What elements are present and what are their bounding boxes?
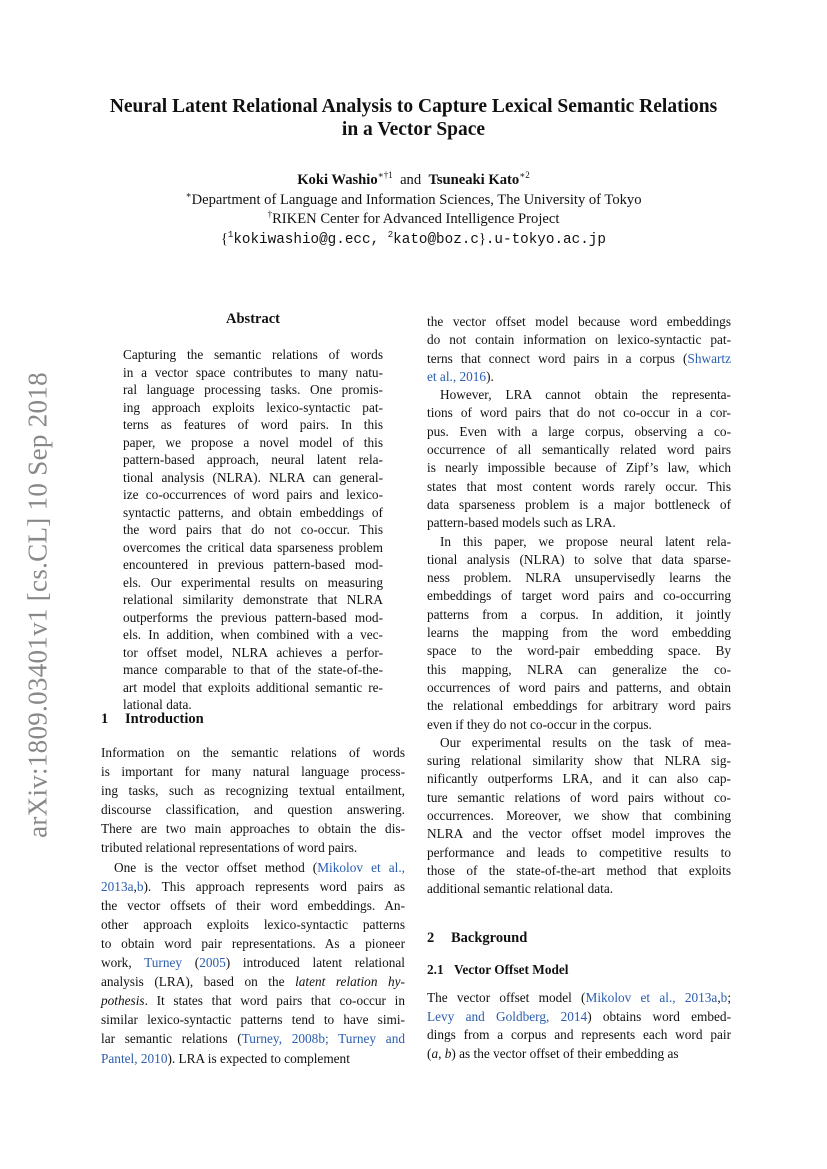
text: the vector offset model because word embeddings	[427, 314, 731, 329]
text-line	[427, 989, 731, 1008]
text-line	[123, 504, 383, 522]
text-line	[101, 743, 405, 762]
text-line	[427, 496, 731, 514]
text: ) introduced latent relational	[225, 955, 405, 971]
text-line	[123, 469, 383, 487]
citation-link[interactable]: b	[720, 990, 728, 1005]
text: the word pairs that do not co-occur. This	[123, 522, 383, 537]
paragraph	[123, 346, 383, 714]
author-2: Tsuneaki Kato	[428, 172, 520, 188]
text-line	[101, 972, 405, 991]
author-and: and	[400, 172, 422, 188]
text: There are two main approaches to obtain the dis-	[101, 821, 405, 837]
text: occurrence of all semantically related word pairs	[427, 442, 731, 458]
text-line	[427, 514, 731, 532]
text-line	[101, 1049, 405, 1068]
text: ).	[486, 368, 494, 384]
text-line	[427, 752, 731, 770]
title-line-2: in a Vector Space	[341, 119, 486, 140]
text: ing tasks, such as recognizing textual entailment,	[101, 783, 405, 799]
text: data sparseness problem is a major bottleneck of	[427, 496, 731, 512]
text: to obtain word pair representations. As a pioneer	[101, 935, 405, 951]
text: ) obtains word embed-	[587, 1008, 731, 1024]
text: pattern-based models such as LRA.	[427, 515, 616, 531]
text: the vector offsets of their word embeddings. An-	[101, 897, 405, 913]
text-line	[123, 626, 383, 644]
text-line	[427, 734, 731, 752]
text-line	[101, 800, 405, 819]
arxiv-stamp: arXiv:1809.03401v1 [cs.CL] 10 Sep 2018	[22, 372, 53, 838]
text: els. Our experimental results on measuring	[123, 574, 383, 590]
text-line	[123, 364, 383, 382]
author-1-marks: ∗†1	[377, 170, 393, 180]
text: ). LRA is expected to complement	[167, 1050, 350, 1066]
text: pus. Even with a large corpus, observing a co-	[427, 423, 731, 439]
text-line	[427, 624, 731, 642]
email-mark: 2	[387, 230, 394, 240]
text-line	[427, 1008, 731, 1027]
text: tional analysis (NLRA) to solve that data sparse-	[427, 551, 731, 567]
text: ture semantic relations of word pairs without co-	[427, 789, 731, 805]
text-line	[427, 533, 731, 551]
citation-link[interactable]: b	[136, 878, 144, 894]
text-line	[123, 539, 383, 557]
text-line	[101, 953, 405, 972]
text-line	[123, 486, 383, 504]
text: ) as the vector offset of their embedding as	[451, 1046, 679, 1062]
text-line	[427, 825, 731, 843]
section-number: 2	[427, 930, 435, 946]
subsection-heading-vector-offset	[427, 962, 568, 978]
text: One is the vector offset method (	[114, 859, 318, 875]
text: additional semantic relational data.	[427, 881, 614, 897]
text-line	[427, 350, 731, 368]
paper-title	[0, 95, 827, 141]
paragraph	[427, 989, 731, 1064]
subsection-number: 2.1	[427, 962, 444, 977]
text-line	[101, 781, 405, 800]
text-line	[427, 862, 731, 880]
italic-text: pothesis	[101, 993, 145, 1009]
text: lational data.	[123, 697, 192, 712]
text-line	[101, 1010, 405, 1029]
text-line	[427, 386, 731, 404]
text-line	[427, 716, 731, 734]
text: Our experimental results on the task of mea-	[440, 734, 731, 750]
citation-link[interactable]: Levy and Goldberg, 2014	[427, 1008, 588, 1024]
text: occurrences of word pairs and patterns, and obtain	[427, 679, 731, 695]
abstract-body	[123, 346, 383, 714]
text-line	[123, 679, 383, 697]
text: ). This approach represents word pairs as	[143, 878, 405, 894]
text: ral language processing tasks. One promis-	[123, 382, 383, 397]
text-line	[427, 789, 731, 807]
text-line	[427, 587, 731, 605]
paragraph	[427, 386, 731, 532]
citation-link[interactable]: Turney, 2008b; Turney and	[241, 1031, 405, 1047]
text: encountered in previous pattern-based mod-	[123, 557, 383, 572]
affiliation-mark: ∗	[185, 190, 192, 200]
text-line	[427, 478, 731, 496]
text-line	[427, 679, 731, 697]
text-line	[123, 661, 383, 679]
paragraph	[101, 743, 405, 858]
text-line	[123, 451, 383, 469]
text-line	[427, 807, 731, 825]
affiliation-2	[0, 211, 827, 228]
text: overcomes the critical data sparseness problem	[123, 539, 383, 555]
text: syntactic patterns, and obtain embeddings of	[123, 504, 383, 520]
text-line	[101, 858, 405, 877]
text-line	[101, 819, 405, 838]
text: occurrences. Moreover, we show that combining	[427, 808, 731, 824]
text-line	[427, 331, 731, 349]
text: in a vector space contributes to many natu-	[123, 364, 383, 380]
text: this mapping, NLRA can generalize the co-	[427, 661, 731, 677]
italic-text: latent relation hy-	[295, 974, 405, 990]
text-line	[427, 661, 731, 679]
email-domain: .u-tokyo.ac.jp	[485, 232, 606, 248]
paragraph	[427, 533, 731, 734]
paragraph	[427, 734, 731, 899]
citation-link[interactable]: Pantel, 2010	[101, 1050, 168, 1066]
text-line	[101, 896, 405, 915]
text-line	[427, 880, 731, 898]
text: terns that connect word pairs in a corpus (	[427, 350, 688, 366]
citation-link[interactable]: Mikolov et al.,	[317, 859, 406, 875]
text: is important for many natural language process-	[101, 764, 405, 780]
text: relational similarity demonstrate that NLRA	[123, 592, 383, 607]
section-number: 1	[101, 711, 109, 727]
section-heading-background	[427, 930, 527, 947]
text: space to the word-pair embedding space. By	[427, 643, 731, 659]
text: ness problem. NLRA unsupervisedly learns the	[427, 570, 731, 586]
introduction-body	[101, 743, 405, 1068]
text: performance and leads to competitive results to	[427, 844, 731, 860]
text: els. In addition, when combined with a vec-	[123, 627, 383, 642]
text: pattern-based approach, neural latent rela-	[123, 452, 383, 467]
text-line	[427, 606, 731, 624]
text: Capturing the semantic relations of words	[123, 347, 383, 362]
affiliation-1	[0, 192, 827, 209]
text: ;	[727, 990, 732, 1005]
text-line	[123, 346, 383, 364]
text: analysis (LRA), based on the	[101, 974, 296, 990]
title-line-1: Neural Latent Relational Analysis to Capture Lexical Semantic Relations	[109, 96, 718, 117]
text-line	[427, 551, 731, 569]
email-2: kato@boz.c	[393, 232, 479, 248]
authors	[0, 172, 827, 189]
text: ,	[133, 878, 137, 894]
text-line	[427, 368, 731, 386]
text: similar lexico-syntactic patterns tend to have simi-	[101, 1012, 405, 1028]
text: tions of word pairs that do not co-occur in a cor-	[427, 405, 731, 421]
text-line	[427, 1045, 731, 1064]
section-title: Introduction	[125, 711, 204, 727]
text: tor offset model, NLRA achieves a perfor-	[123, 644, 383, 660]
text: ize co-occurrences of word pairs and lexico-	[123, 487, 383, 502]
text: do not contain information on lexico-syntactic pat-	[427, 332, 731, 348]
citation-link[interactable]: et al., 2016	[427, 368, 487, 384]
text: ing approach exploits lexico-syntactic pat-	[123, 399, 383, 415]
text: the relational embeddings for arbitrary word pairs	[427, 698, 731, 714]
text-line	[123, 609, 383, 627]
text: other approach exploits lexico-syntactic patterns	[101, 916, 405, 932]
text-line	[123, 434, 383, 452]
text-line	[101, 877, 405, 896]
email-mark: 1	[227, 230, 234, 240]
text: (	[182, 955, 200, 971]
text: those of the state-of-the-art method that exploits	[427, 862, 731, 878]
affiliation-mark: †	[267, 209, 273, 219]
text: states that most content words rarely occur. This	[427, 478, 731, 494]
citation-link[interactable]: 2013a	[101, 878, 134, 894]
text-line	[427, 569, 731, 587]
author-1: Koki Washio	[297, 172, 378, 188]
citation-link[interactable]: 2005	[199, 955, 226, 971]
text: suring relational similarity show that NLRA sig-	[427, 753, 731, 769]
text: patterns from a corpus. In addition, it jointly	[427, 606, 731, 622]
text: (	[427, 1046, 432, 1062]
text: discourse classification, and question answering.	[101, 802, 405, 818]
text: is nearly impossible because of Zipf’s law, which	[427, 460, 731, 476]
text-line	[427, 770, 731, 788]
text: outperforms the previous pattern-based mod-	[123, 609, 383, 625]
text: NLRA and the vector offset model improves the	[427, 826, 731, 842]
brace-open: {	[221, 231, 228, 247]
text: work,	[101, 955, 145, 971]
text: tributed relational representations of word pairs.	[101, 840, 358, 856]
text-line	[101, 838, 405, 857]
text-line	[123, 644, 383, 662]
text: even if they do not co-occur in the corpus.	[427, 716, 652, 732]
citation-link[interactable]: Turney	[144, 955, 183, 971]
brace-close: }	[478, 231, 486, 247]
text: embeddings of target word pairs and co-occurring	[427, 588, 731, 604]
text-line	[123, 556, 383, 574]
text-line	[427, 642, 731, 660]
text-line	[427, 459, 731, 477]
text: terns as features of word pairs. In this	[123, 417, 383, 432]
vector-offset-body	[427, 989, 731, 1064]
text-line	[101, 1029, 405, 1048]
author-emails	[0, 231, 827, 248]
text-line	[101, 762, 405, 781]
citation-link[interactable]: Mikolov et al., 2013a	[585, 990, 718, 1005]
italic-text: a, b	[431, 1046, 452, 1062]
citation-link[interactable]: Shwartz	[687, 350, 731, 366]
text: dings from a corpus and represents each word pair	[427, 1027, 731, 1043]
text: nificantly outperforms LRA, and it can also cap-	[427, 771, 731, 787]
text-line	[101, 991, 405, 1010]
section-title: Background	[451, 930, 528, 946]
text: learns the mapping from the word embedding	[427, 625, 731, 641]
text-line	[123, 416, 383, 434]
affiliation-text: RIKEN Center for Advanced Intelligence Project	[272, 211, 560, 227]
subsection-title: Vector Offset Model	[454, 962, 569, 977]
text-line	[101, 934, 405, 953]
text: tional analysis (NLRA). NLRA can general-	[123, 469, 383, 485]
text: In this paper, we propose neural latent rela-	[440, 533, 731, 549]
right-column-body	[427, 313, 731, 899]
text: ,	[717, 990, 721, 1005]
text-line	[123, 381, 383, 399]
text-line	[427, 313, 731, 331]
text-line	[123, 574, 383, 592]
text: art model that exploits additional semantic re-	[123, 679, 383, 695]
paragraph	[101, 858, 405, 1068]
text-line	[427, 697, 731, 715]
abstract-heading: Abstract	[226, 311, 280, 327]
text: However, LRA cannot obtain the representa-	[440, 387, 731, 403]
text-line	[123, 521, 383, 539]
text: lar semantic relations (	[101, 1031, 242, 1047]
text-line	[427, 441, 731, 459]
author-2-marks: ∗2	[519, 170, 530, 180]
text-line	[427, 1026, 731, 1045]
affiliation-text: Department of Language and Information Sciences, The University of Tokyo	[191, 192, 642, 208]
text-line	[427, 423, 731, 441]
text-line	[427, 844, 731, 862]
text: mance comparable to that of the state-of-the-	[123, 662, 383, 677]
text-line	[123, 399, 383, 417]
text-line	[101, 915, 405, 934]
text-line	[123, 591, 383, 609]
paragraph	[427, 313, 731, 386]
text: paper, we propose a novel model of this	[123, 434, 383, 450]
section-heading-introduction	[101, 711, 204, 728]
email-1: kokiwashio@g.ecc,	[233, 232, 388, 248]
text: The vector offset model (	[427, 990, 586, 1005]
text: Information on the semantic relations of words	[101, 745, 405, 760]
text-line	[427, 404, 731, 422]
text: . It states that word pairs that co-occur in	[144, 993, 405, 1009]
